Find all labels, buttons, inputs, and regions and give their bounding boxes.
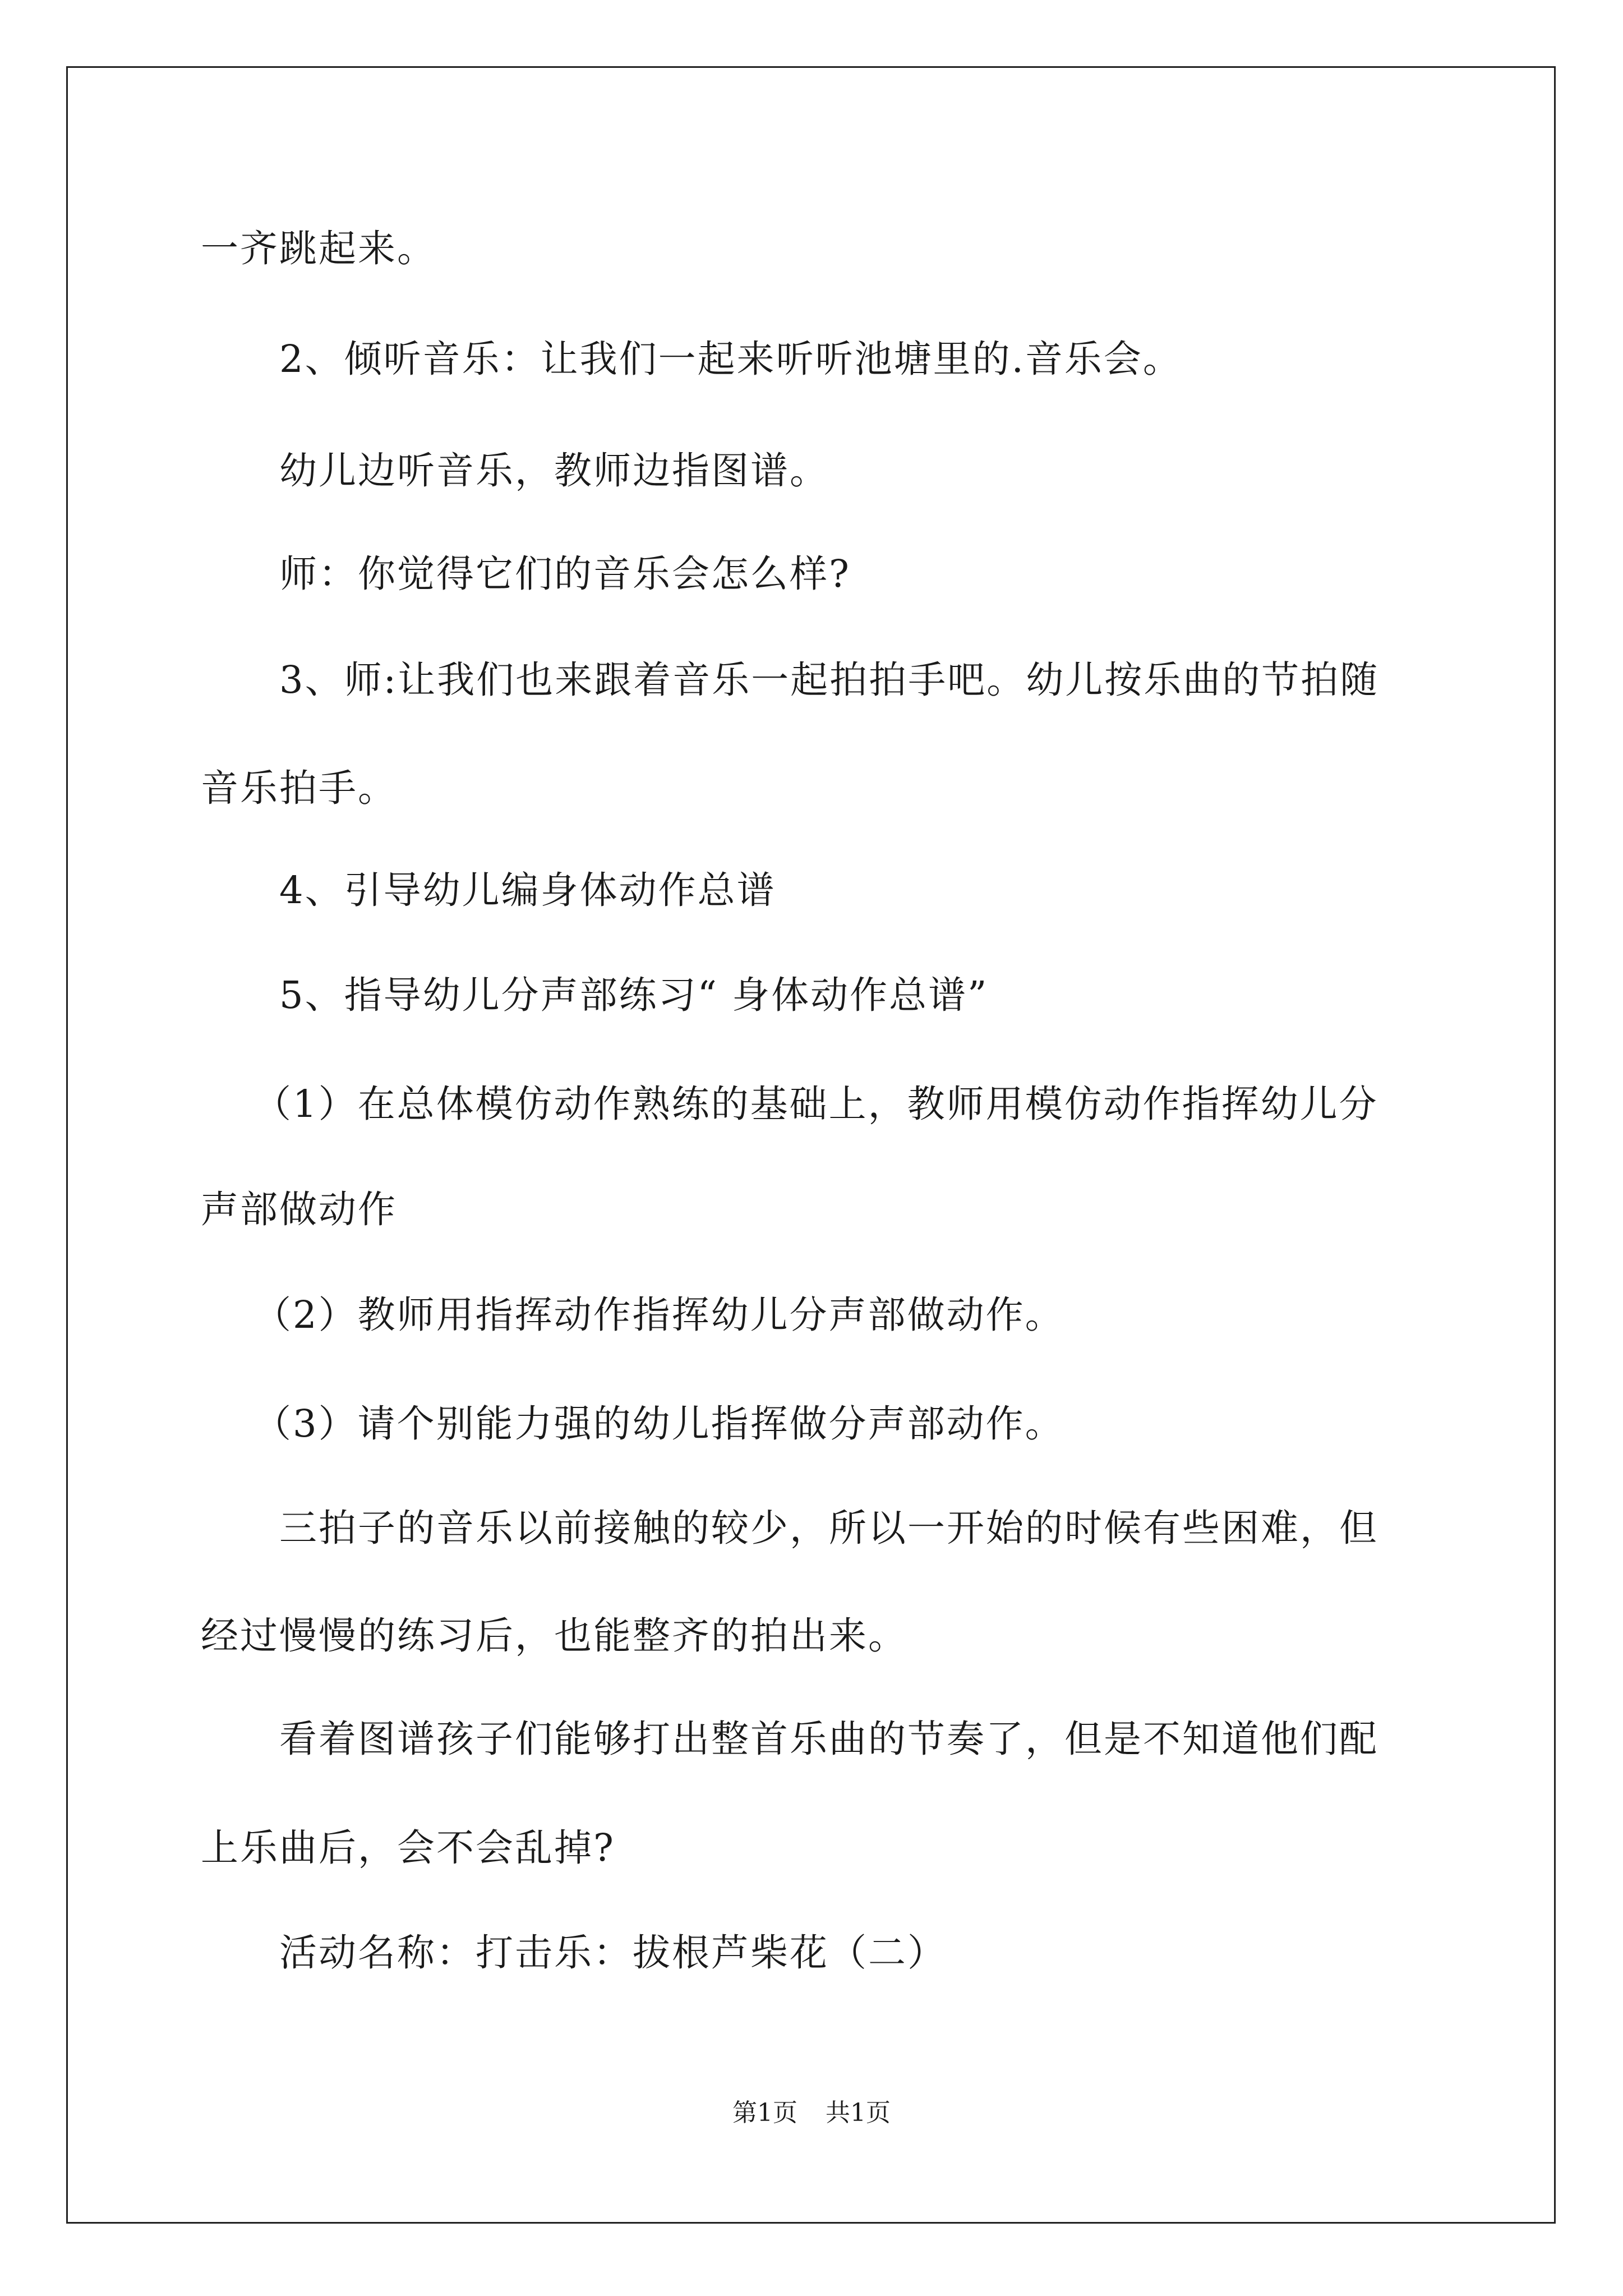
body-line: 一齐跳起来。 <box>201 227 436 270</box>
body-line: （3）请个别能力强的幼儿指挥做分声部动作。 <box>253 1402 1064 1446</box>
body-line: 5、指导幼儿分声部练习“ 身体动作总谱” <box>279 973 989 1017</box>
body-line: 上乐曲后，会不会乱掉? <box>201 1826 615 1870</box>
page-total: 共1页 <box>826 2099 891 2127</box>
body-line: 经过慢慢的练习后，也能整齐的拍出来。 <box>201 1614 907 1658</box>
body-line: （1）在总体模仿动作熟练的基础上，教师用模仿动作指挥幼儿分 <box>253 1082 1378 1126</box>
body-line: 2、倾听音乐：让我们一起来听听池塘里的.音乐会。 <box>279 337 1182 381</box>
page-footer <box>0 2092 1623 2128</box>
body-line: 活动名称：打击乐：拔根芦柴花（二） <box>279 1931 947 1975</box>
body-line: 4、引导幼儿编身体动作总谱 <box>279 868 776 912</box>
body-line: 三拍子的音乐以前接触的较少，所以一开始的时候有些困难，但 <box>279 1506 1378 1550</box>
body-line: 看着图谱孩子们能够打出整首乐曲的节奏了，但是不知道他们配 <box>279 1717 1378 1761</box>
body-line: 3、师:让我们也来跟着音乐一起拍拍手吧。幼儿按乐曲的节拍随 <box>279 658 1380 702</box>
page-number: 第1页 <box>732 2099 797 2127</box>
page-border <box>66 66 1556 2224</box>
body-line: 声部做动作 <box>201 1188 397 1231</box>
body-line: 幼儿边听音乐，教师边指图谱。 <box>279 449 829 493</box>
body-line: 音乐拍手。 <box>201 766 397 810</box>
body-line: （2）教师用指挥动作指挥幼儿分声部做动作。 <box>253 1293 1064 1337</box>
body-line: 师：你觉得它们的音乐会怎么样? <box>279 552 851 596</box>
